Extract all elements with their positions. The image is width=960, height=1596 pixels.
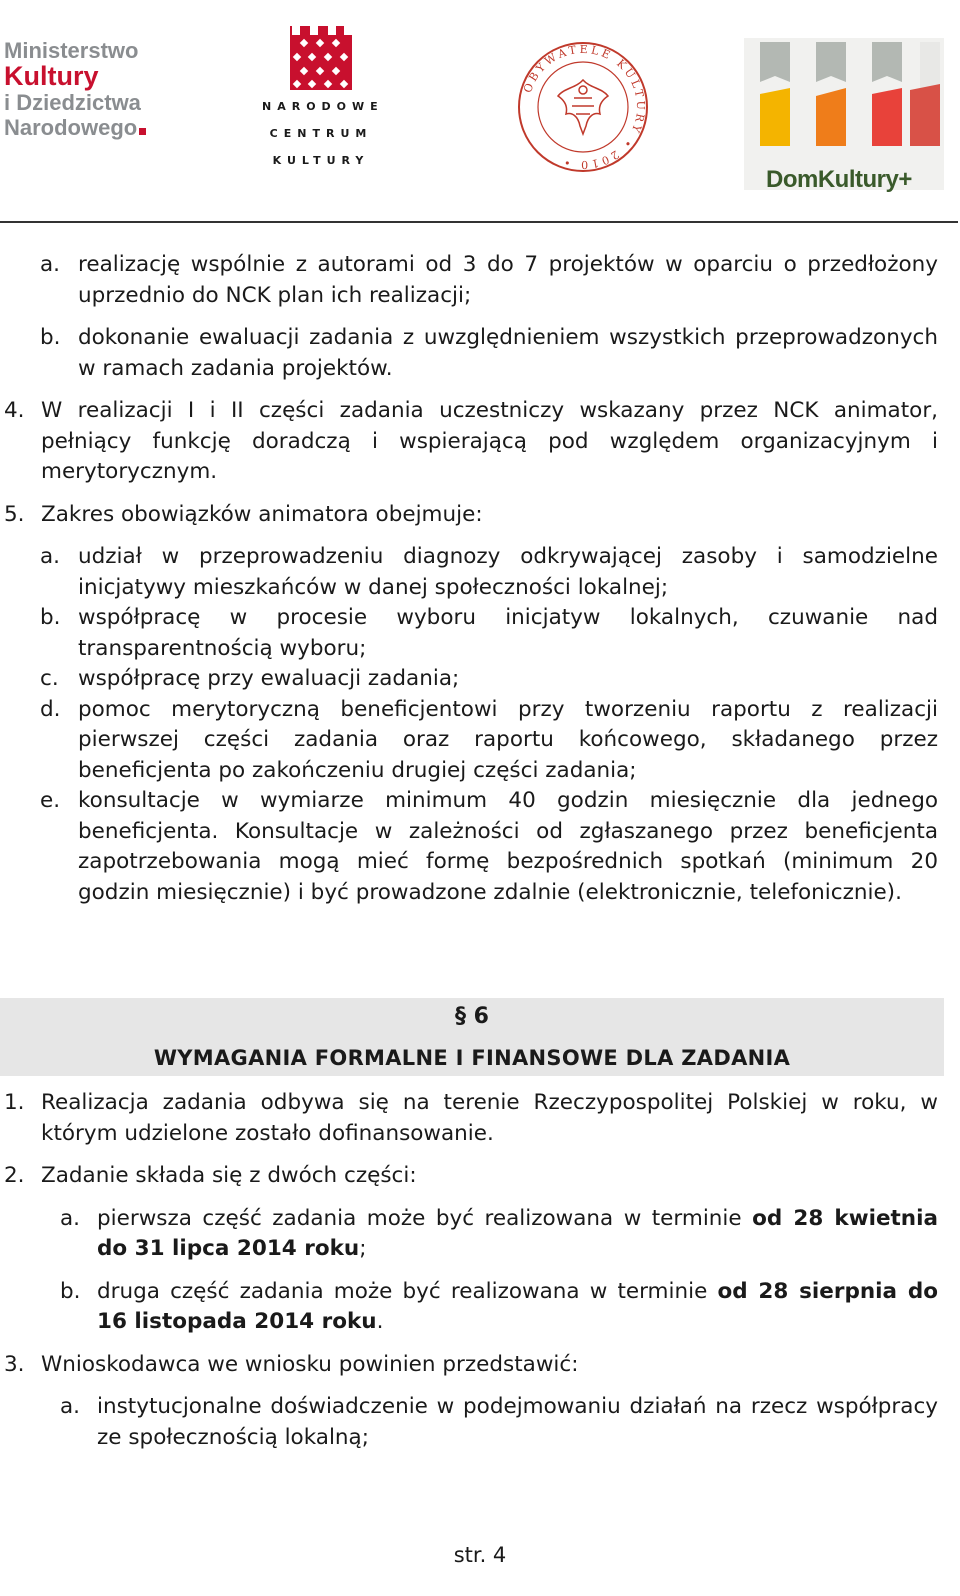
- nck-logo-line: NARODOWE: [262, 100, 384, 113]
- list-item-text: instytucjonalne doświadczenie w podejmowaniu działań na rzecz współpracy ze społecznością lokalną;: [97, 1394, 938, 1450]
- date-range: od 28 kwietnia do 31 lipca 2014 roku: [97, 1205, 938, 1261]
- domkultury-houses-icon: [744, 38, 944, 168]
- list-item: [0, 1277, 958, 1338]
- list-marker: a.: [60, 1205, 81, 1231]
- list-item: [0, 664, 958, 695]
- list-item: [0, 786, 958, 908]
- list-item: [0, 1392, 958, 1453]
- nck-logo-line: KULTURY: [272, 154, 370, 167]
- section-6-body: [0, 1088, 958, 1453]
- domkultury-logo: [744, 38, 944, 193]
- ministry-logo: Ministerstwo Kultury i Dziedzictwa Narodowego: [4, 38, 174, 140]
- header-divider: [0, 221, 958, 223]
- section-number: § 6: [455, 1004, 489, 1029]
- item-number: 1.: [4, 1090, 25, 1115]
- nck-logo-line: CENTRUM: [269, 127, 373, 140]
- numbered-item: [0, 1161, 958, 1192]
- list-marker: e.: [40, 788, 61, 813]
- item-number: 2.: [4, 1163, 25, 1188]
- list-marker: b.: [40, 605, 61, 630]
- item-text: Zadanie składa się z dwóch części:: [41, 1163, 417, 1188]
- list-marker: a.: [40, 544, 61, 569]
- item-text: Realizacja zadania odbywa się na terenie Rzeczypospolitej Polskiej w roku, w którym udzielone zostało dofinansowanie.: [41, 1090, 938, 1146]
- section-title: WYMAGANIA FORMALNE I FINANSOWE DLA ZADANIA: [153, 1046, 791, 1070]
- list-marker: b.: [40, 325, 61, 350]
- item-text: W realizacji I i II części zadania uczestniczy wskazany przez NCK animator, pełniący funkcję doradczą i wspierającą pod względem organizacyjnym i merytorycznym.: [41, 398, 938, 484]
- nck-logo: [262, 26, 384, 171]
- numbered-item: [0, 1350, 958, 1381]
- list-item: [0, 323, 958, 384]
- nck-emblem-icon: [290, 26, 352, 90]
- list-item: [0, 1204, 958, 1265]
- list-item-text: konsultacje w wymiarze minimum 40 godzin miesięcznie dla jednego beneficjenta. Konsultacje w zależności od zgłaszanego przez beneficjenta zapotrzebowania mogą mieć formę bezpośrednich spotkań (minimum 20 godzin miesięcznie) i być prowadzone zdalnie (elektronicznie, telefonicznie).: [78, 788, 938, 905]
- list-item: [0, 250, 958, 311]
- page-number: str. 4: [453, 1543, 507, 1567]
- list-item-text: realizację wspólnie z autorami od 3 do 7 projektów w oparciu o przedłożony uprzednio do NCK plan ich realizacji;: [78, 252, 938, 308]
- list-item-text: współpracę w procesie wyboru inicjatyw lokalnych, czuwanie nad transparentnością wyboru;: [78, 605, 938, 661]
- list-item-text: pomoc merytoryczną beneficjentowi przy tworzeniu raportu z realizacji pierwszej części zadania oraz raportu końcowego, składanego przez beneficjenta po zakończeniu drugiej części zadania;: [78, 696, 938, 783]
- list-item: [0, 603, 958, 664]
- item-text: Zakres obowiązków animatora obejmuje:: [41, 501, 483, 527]
- list-item-text: druga część zadania może być realizowana w terminie od 28 sierpnia do 16 listopada 2014 roku.: [97, 1278, 938, 1334]
- list-item-text: współpracę przy ewaluacji zadania;: [78, 666, 460, 691]
- page-header: [0, 0, 960, 222]
- list-marker: d.: [40, 696, 61, 722]
- list-marker: a.: [60, 1394, 81, 1419]
- list-item: [0, 695, 958, 787]
- list-item-text: dokonanie ewaluacji zadania z uwzględnieniem wszystkich przeprowadzonych w ramach zadania projektów.: [78, 325, 938, 381]
- domkultury-wordmark: DomKultury+: [766, 166, 912, 193]
- item-text: Wnioskodawca we wniosku powinien przedstawić:: [41, 1351, 579, 1377]
- list-item-text: udział w przeprowadzeniu diagnozy odkrywającej zasoby i samodzielne inicjatywy mieszkańców w danej społeczności lokalnej;: [78, 544, 938, 600]
- numbered-item: [0, 1088, 958, 1149]
- item-number: 5.: [4, 501, 25, 527]
- date-range: od 28 sierpnia do 16 listopada 2014 roku: [97, 1278, 938, 1334]
- list-marker: b.: [60, 1278, 81, 1304]
- list-marker: a.: [40, 252, 61, 277]
- item-number: 3.: [4, 1351, 25, 1377]
- section-heading: [0, 998, 944, 1076]
- list-item-text: pierwsza część zadania może być realizowana w terminie od 28 kwietnia do 31 lipca 2014 roku;: [97, 1205, 938, 1261]
- numbered-item: [0, 396, 958, 488]
- document-body: [0, 250, 958, 908]
- obywatele-kultury-seal-icon: [516, 40, 650, 174]
- svg-text:OBYWATELE KULTURY • 2010 •: OBYWATELE KULTURY • 2010 •: [521, 42, 648, 172]
- numbered-item: [0, 500, 958, 531]
- item-number: 4.: [4, 398, 25, 423]
- list-item: [0, 542, 958, 603]
- list-marker: c.: [40, 666, 59, 691]
